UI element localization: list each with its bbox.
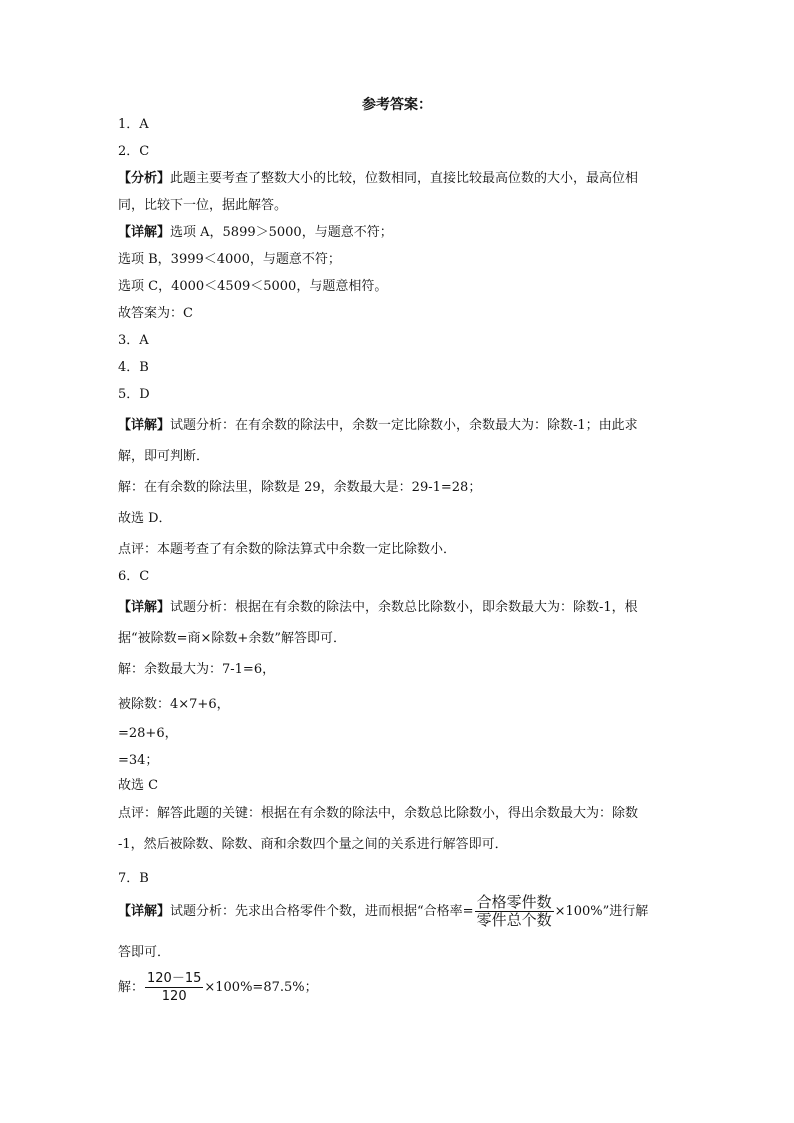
answer-line-4: 4．B — [118, 360, 149, 375]
q7-detail-line-2: 答即可． — [118, 945, 171, 960]
q2-option-c: 选项 C，4000＜4509＜5000，与题意相符。 — [118, 279, 388, 294]
q6-detail-text: 试题分析：根据在有余数的除法中，余数总比除数小，即余数最大为：除数-1，根 — [170, 600, 638, 615]
q6-step-1: =28+6， — [118, 726, 178, 741]
q2-option-b: 选项 B，3999＜4000，与题意不符； — [118, 252, 341, 267]
q7-solution-prefix: 解： — [118, 980, 145, 995]
detail-tag: 【详解】 — [118, 904, 171, 919]
q2-analysis-line — [118, 170, 638, 188]
answer-line-6: 6．C — [118, 569, 150, 584]
answer-line-1: 1．A — [118, 117, 149, 132]
q2-detail-line — [118, 224, 393, 242]
q6-choice: 故选 C — [118, 778, 159, 793]
page-title: 参考答案： — [362, 97, 432, 113]
q6-comment-2: -1，然后被除数、除数、商和余数四个量之间的关系进行解答即可． — [118, 837, 508, 852]
q2-analysis-line-2: 同，比较下一位，据此解答。 — [118, 198, 288, 213]
q5-detail-text: 试题分析：在有余数的除法中，余数一定比除数小，余数最大为：除数-1；由此求 — [170, 418, 638, 433]
fraction-denominator: 零件总个数 — [476, 911, 552, 929]
solution-numerator: 120－15 — [147, 971, 202, 986]
q5-detail-line-2: 解，即可判断． — [118, 449, 210, 464]
q2-detail-text: 选项 A，5899＞5000，与题意不符； — [170, 225, 393, 240]
q2-conclusion: 故答案为：C — [118, 306, 193, 321]
answer-line-7: 7．B — [118, 871, 149, 886]
q5-comment: 点评：本题考查了有余数的除法算式中余数一定比除数小． — [118, 542, 457, 557]
q6-step-2: =34； — [118, 753, 159, 768]
pass-rate-fraction — [475, 894, 554, 929]
q6-dividend: 被除数：4×7+6， — [118, 697, 230, 712]
detail-tag: 【详解】 — [118, 418, 171, 433]
fraction-numerator: 合格零件数 — [476, 893, 552, 911]
solution-fraction — [145, 970, 203, 1005]
q6-solution: 解：余数最大为：7-1=6， — [118, 662, 276, 677]
detail-tag: 【详解】 — [118, 600, 171, 615]
q7-detail-suffix: ×100%”进行解 — [554, 904, 649, 919]
q5-detail-line — [118, 417, 638, 435]
answer-line-2: 2．C — [118, 144, 150, 159]
answer-line-5: 5．D — [118, 387, 150, 402]
detail-tag: 【详解】 — [118, 225, 171, 240]
q5-solution: 解：在有余数的除法里，除数是 29，余数最大是：29-1=28； — [118, 480, 482, 495]
q6-comment: 点评：解答此题的关键：根据在有余数的除法中，余数总比除数小，得出余数最大为：除数 — [118, 806, 639, 821]
q7-detail-line — [118, 894, 648, 930]
q6-detail-line — [118, 599, 638, 617]
q5-choice: 故选 D． — [118, 511, 172, 526]
q7-solution-line — [118, 970, 318, 1006]
q7-solution-suffix: ×100%=87.5%； — [204, 980, 318, 995]
solution-denominator: 120 — [161, 989, 187, 1004]
answer-line-3: 3．A — [118, 333, 149, 348]
q2-analysis-text: 此题主要考查了整数大小的比较，位数相同，直接比较最高位数的大小，最高位相 — [170, 171, 639, 186]
q7-detail-prefix: 试题分析：先求出合格零件个数，进而根据“合格率= — [170, 904, 474, 919]
analysis-tag: 【分析】 — [118, 171, 171, 186]
q6-detail-line-2: 据“被除数=商×除数+余数”解答即可． — [118, 631, 346, 646]
